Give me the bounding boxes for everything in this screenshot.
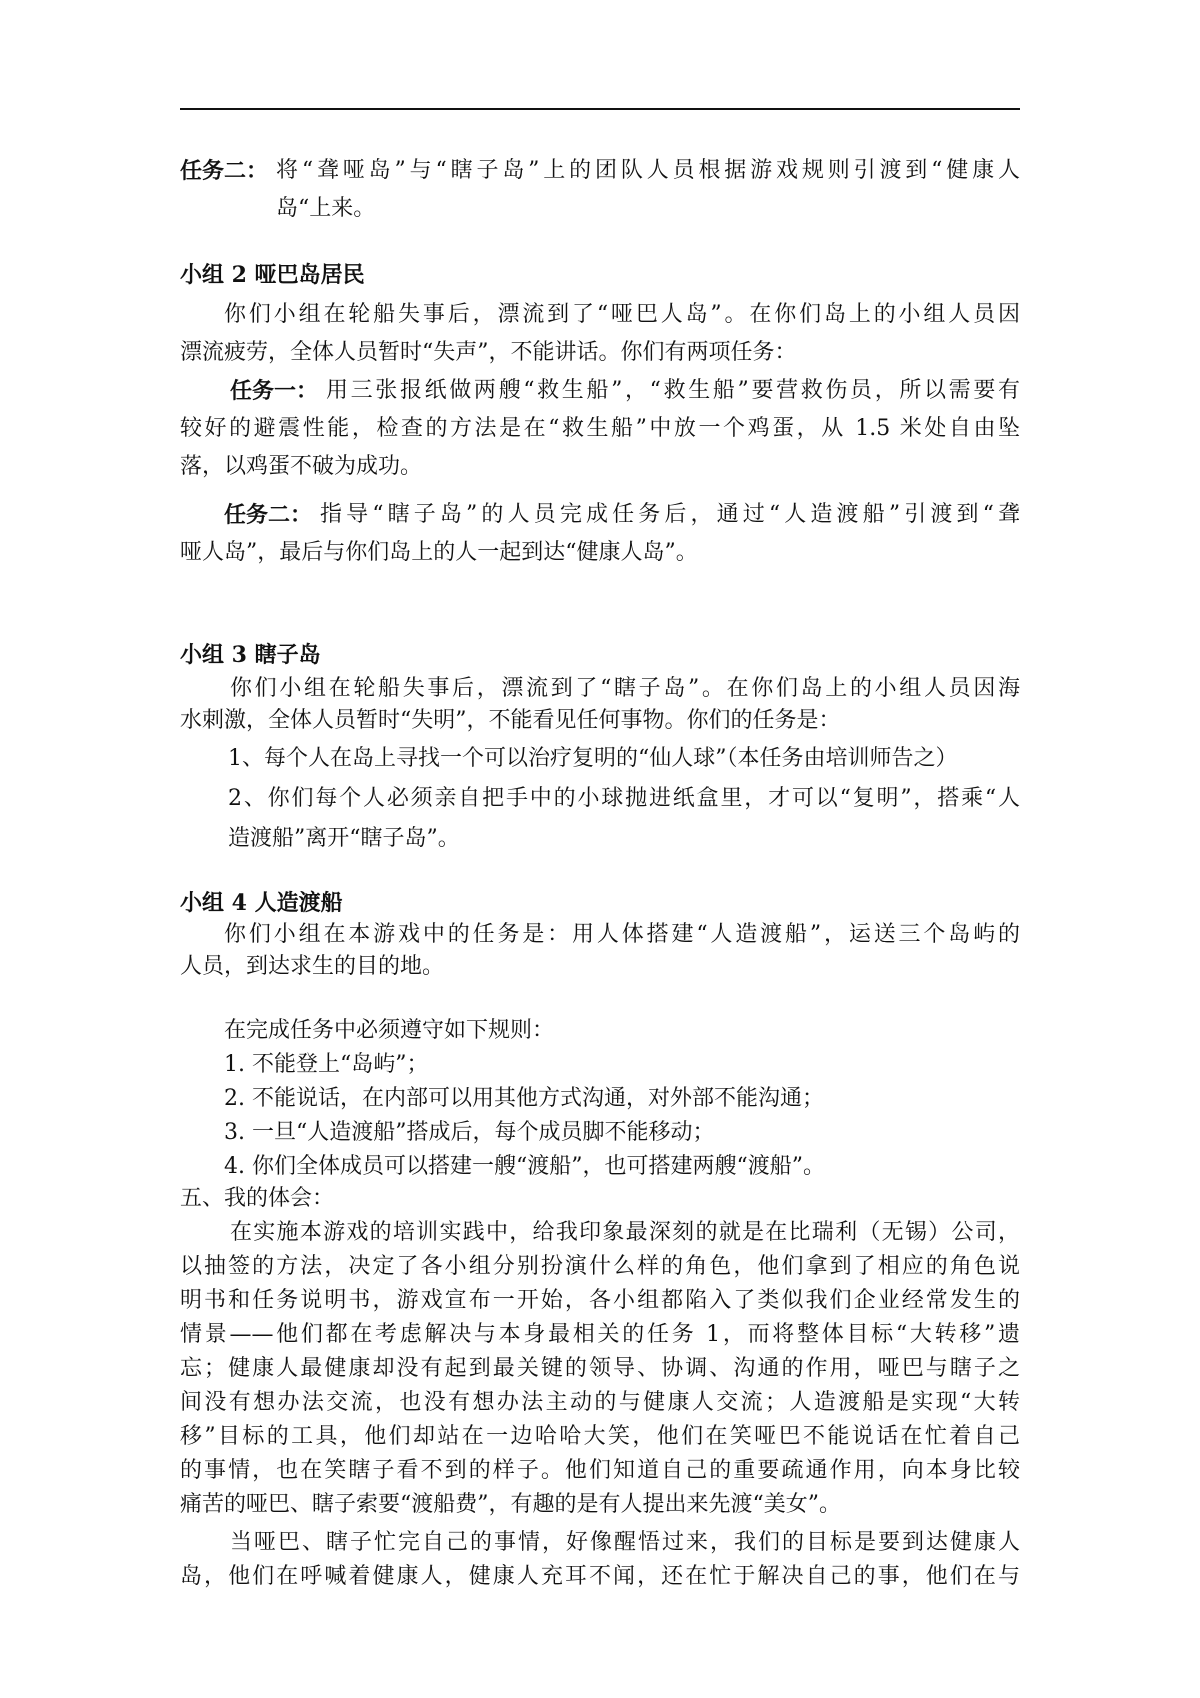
group2-task1-line3: 落，以鸡蛋不破为成功。	[180, 454, 423, 479]
section5-p1-line9: 痛苦的哑巴、瞎子索要“渡船费”，有趣的是有人提出来先渡“美女”。	[180, 1492, 841, 1517]
group2-task1-line1: 用三张报纸做两艘“救生船”，“救生船”要营救伤员，所以需要有	[326, 378, 1020, 403]
section5-p1-line6: 间没有想办法交流，也没有想办法主动的与健康人交流；人造渡船是实现“大转	[180, 1390, 1020, 1415]
group2-para-line1: 你们小组在轮船失事后，漂流到了“哑巴人岛”。在你们岛上的小组人员因	[224, 302, 1020, 327]
task2-line1: 将“聋哑岛”与“瞎子岛”上的团队人员根据游戏规则引渡到“健康人	[276, 158, 1020, 183]
section5-p1-line1: 在实施本游戏的培训实践中，给我印象最深刻的就是在比瑞利（无锡）公司，	[230, 1220, 1020, 1245]
group2-para-line2: 漂流疲劳，全体人员暂时“失声”，不能讲话。你们有两项任务：	[180, 340, 797, 365]
rule-item-1: 1. 不能登上“岛屿”；	[224, 1052, 429, 1077]
rule-item-4: 4. 你们全体成员可以搭建一艘“渡船”，也可搭建两艘“渡船”。	[224, 1154, 825, 1179]
group3-para-line2: 水刺激，全体人员暂时“失明”，不能看见任何事物。你们的任务是：	[180, 708, 841, 733]
group3-heading: 小组 3 瞎子岛	[180, 642, 321, 668]
group2-task1-line2: 较好的避震性能，检查的方法是在“救生船”中放一个鸡蛋，从 1.5 米处自由坠	[180, 416, 1020, 441]
rule-item-3: 3. 一旦“人造渡船”搭成后，每个成员脚不能移动；	[224, 1120, 715, 1145]
section5-p2-line2: 岛，他们在呼喊着健康人，健康人充耳不闻，还在忙于解决自己的事，他们在与	[180, 1564, 1020, 1589]
header-rule	[180, 108, 1020, 110]
section5-p1-line2: 以抽签的方法，决定了各小组分别扮演什么样的角色，他们拿到了相应的角色说	[180, 1254, 1020, 1279]
section5-p1-line3: 明书和任务说明书，游戏宣布一开始，各小组都陷入了类似我们企业经常发生的	[180, 1288, 1020, 1313]
group2-task2-line2: 哑人岛”，最后与你们岛上的人一起到达“健康人岛”。	[180, 540, 698, 565]
group2-task2-label: 任务二：	[224, 502, 313, 528]
section5-p1-line5: 忘；健康人最健康却没有起到最关键的领导、协调、沟通的作用，哑巴与瞎子之	[180, 1356, 1020, 1381]
rules-intro: 在完成任务中必须遵守如下规则：	[224, 1018, 555, 1043]
group2-task1-label: 任务一：	[230, 378, 319, 404]
section5-p1-line4: 情景——他们都在考虑解决与本身最相关的任务 1，而将整体目标“大转移”遗	[180, 1322, 1020, 1347]
group2-heading: 小组 2 哑巴岛居民	[180, 262, 365, 288]
group4-para-line1: 你们小组在本游戏中的任务是：用人体搭建“人造渡船”，运送三个岛屿的	[224, 922, 1020, 947]
group3-para-line1: 你们小组在轮船失事后，漂流到了“瞎子岛”。在你们岛上的小组人员因海	[230, 676, 1020, 701]
task2-label: 任务二：	[180, 158, 269, 184]
group4-para-line2: 人员，到达求生的目的地。	[180, 954, 445, 979]
group3-item2-line1: 2、你们每个人必须亲自把手中的小球抛进纸盒里，才可以“复明”，搭乘“人	[228, 786, 1020, 811]
group4-heading: 小组 4 人造渡船	[180, 890, 343, 916]
task2-line2: 岛“上来。	[276, 196, 376, 221]
group3-item1: 1、每个人在岛上寻找一个可以治疗复明的“仙人球”（本任务由培训师告之）	[228, 746, 958, 771]
rule-item-2: 2. 不能说话，在内部可以用其他方式沟通，对外部不能沟通；	[224, 1086, 824, 1111]
section5-p1-line8: 的事情，也在笑瞎子看不到的样子。他们知道自己的重要疏通作用，向本身比较	[180, 1458, 1020, 1483]
group2-task2-line1: 指导“瞎子岛”的人员完成任务后，通过“人造渡船”引渡到“聋	[320, 502, 1020, 527]
section5-heading: 五、我的体会：	[180, 1186, 335, 1211]
section5-p2-line1: 当哑巴、瞎子忙完自己的事情，好像醒悟过来，我们的目标是要到达健康人	[230, 1530, 1020, 1555]
section5-p1-line7: 移”目标的工具，他们却站在一边哈哈大笑，他们在笑哑巴不能说话在忙着自己	[180, 1424, 1020, 1449]
group3-item2-line2: 造渡船”离开“瞎子岛”。	[228, 826, 460, 851]
